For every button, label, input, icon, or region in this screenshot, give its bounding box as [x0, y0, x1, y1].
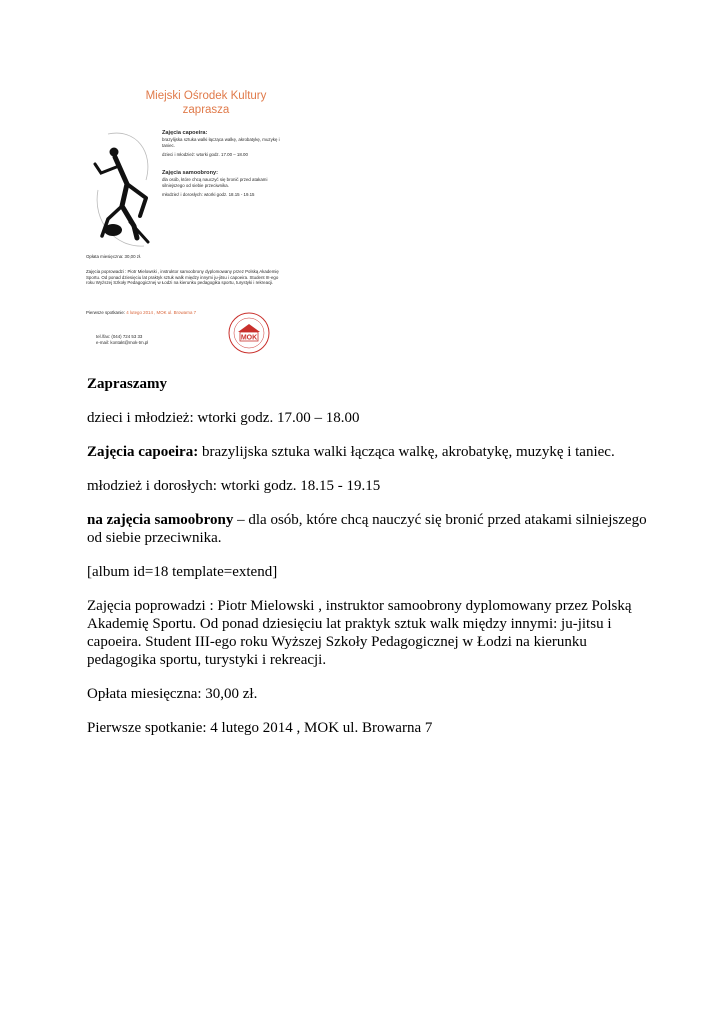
doc-capoeira-paragraph: [87, 443, 647, 461]
doc-adults-schedule: młodzież i dorosłych: wtorki godz. 18.15 - 19.15: [87, 478, 381, 494]
poster-selfdefense-heading: Zajęcia samoobrony:: [162, 170, 218, 176]
poster-email: e-mail: kontakt@mok-tm.pl: [96, 339, 149, 345]
poster-selfdefense-desc: dla osób, które chcą nauczyć się bronić przed atakami silniejszego od siebie przeciwnika.: [162, 177, 268, 188]
poster-title: [132, 89, 280, 117]
doc-selfdefense-paragraph: [87, 511, 647, 547]
poster-capoeira-time: dzieci i młodzież: wtorki godz. 17.00 – 18.00: [162, 152, 248, 158]
mok-logo-text: MOK: [240, 334, 258, 342]
mok-logo: [227, 311, 271, 355]
document-body: [87, 375, 647, 737]
doc-heading: Zapraszamy: [87, 376, 167, 392]
event-poster: [80, 82, 292, 363]
doc-selfdefense-label: na zajęcia samoobrony: [87, 512, 234, 528]
doc-album-shortcode: [album id=18 template=extend]: [87, 564, 278, 580]
poster-capoeira-block: [162, 130, 286, 158]
doc-fee: Opłata miesięczna: 30,00 zł.: [87, 686, 258, 702]
poster-capoeira-desc: brazylijska sztuka walki łącząca walkę, akrobatykę, muzykę i taniec.: [162, 137, 280, 148]
doc-capoeira-label: Zajęcia capoeira:: [87, 444, 199, 460]
capoeira-dancer-figure: [90, 126, 162, 256]
poster-title-line1: Miejski Ośrodek Kultury: [145, 90, 267, 102]
poster-selfdefense-time: młodzież i dorosłych: wtorki godz. 18.15 - 19.15: [162, 192, 255, 198]
poster-selfdefense-block: [162, 170, 286, 198]
doc-kids-schedule: dzieci i młodzież: wtorki godz. 17.00 – 18.00: [87, 410, 360, 426]
doc-selfdefense-text: – dla osób, które chcą nauczyć się bronić przed atakami silniejszego od siebie przeciwnika.: [87, 512, 647, 546]
poster-meeting-label: Pierwsze spotkanie:: [86, 310, 126, 315]
doc-first-meeting: Pierwsze spotkanie: 4 lutego 2014 , MOK ul. Browarna 7: [87, 720, 433, 736]
poster-meeting-value: 4 lutego 2014 , MOK ul. Browarna 7: [126, 310, 197, 315]
doc-capoeira-text: brazylijska sztuka walki łącząca walkę, akrobatykę, muzykę i taniec.: [198, 444, 615, 460]
poster-instructor: Zajęcia poprowadzi : Piotr Mielowski , instruktor samoobrony dyplomowany przez Polską Akademię Sportu. Od ponad dziesięciu lat praktyk sztuk walk między innymi ju-jitsu i capoeira. Student III-ego roku Wyższej Szkoły Pedagogicznej w Łodzi na kierunku pedagogika sportu, turystyki i rekreacji.: [86, 269, 279, 286]
poster-phone: tel./fax: (044) 724 53 33: [96, 334, 143, 339]
poster-title-line2: zaprasza: [182, 104, 230, 116]
poster-capoeira-heading: Zajęcia capoeira:: [162, 130, 208, 136]
doc-instructor-paragraph: Zajęcia poprowadzi : Piotr Mielowski , instruktor samoobrony dyplomowany przez Polską Akademię Sportu. Od ponad dziesięciu lat praktyk sztuk walk między innymi: ju-jitsu i capoeira. Student III-ego roku Wyższej Szkoły Pedagogicznej w Łodzi na kierunku pedagogika sportu, turystyki i rekreacji.: [87, 598, 632, 668]
poster-fee: Opłata miesięczna: 30,00 zł.: [86, 254, 142, 259]
poster-contact: [96, 334, 216, 345]
